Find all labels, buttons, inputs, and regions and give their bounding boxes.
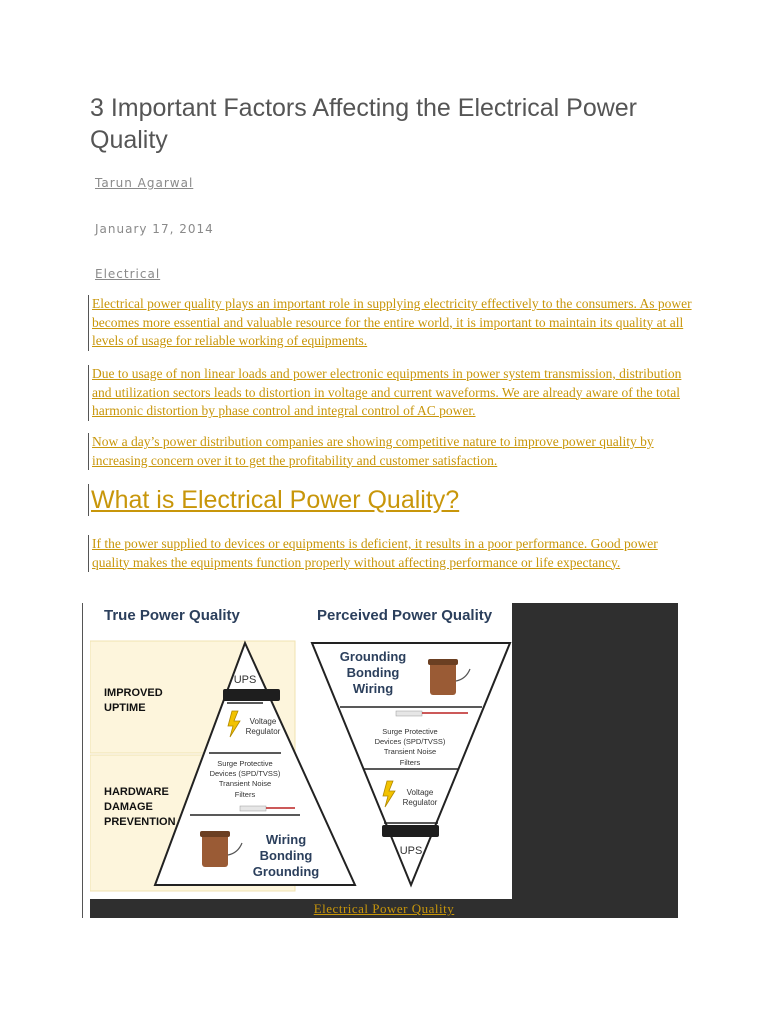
svg-text:Voltage: Voltage (406, 788, 434, 797)
figure-caption[interactable]: Electrical Power Quality (313, 901, 455, 916)
publish-date: January 17, 2014 (95, 222, 214, 236)
figure-image (90, 603, 512, 899)
intro-paragraph-2[interactable]: Due to usage of non linear loads and power electronic equipments in power system transmission, distribution and utilization sectors leads to distortion in voltage and current waveforms. We are already aware of the total harmonic distortion by phase control and integral control of AC power. (88, 365, 692, 421)
author-link[interactable]: Tarun Agarwal (95, 176, 194, 190)
svg-text:Regulator: Regulator (402, 798, 438, 807)
svg-text:Devices (SPD/TVSS): Devices (SPD/TVSS) (209, 769, 281, 778)
svg-text:Bonding: Bonding (259, 848, 313, 863)
text-cursor-bar (82, 603, 83, 918)
svg-text:Filters: Filters (399, 758, 421, 767)
left-title: True Power Quality (104, 607, 240, 624)
intro-paragraph-1[interactable]: Electrical power quality plays an important role in supplying electricity effectively to the consumers. As power becomes more essential and valuable resource for the entire world, it is important to maintain its quality at all levels of usage for reliable working of equipments. (88, 295, 692, 351)
label-hardware: HARDWARE (104, 786, 169, 798)
svg-text:Transient Noise: Transient Noise (383, 747, 437, 756)
right-title: Perceived Power Quality (317, 607, 493, 624)
svg-text:Surge Protective: Surge Protective (382, 727, 438, 736)
svg-text:Devices (SPD/TVSS): Devices (SPD/TVSS) (374, 737, 446, 746)
svg-text:Filters: Filters (234, 790, 256, 799)
right-surge-filter-icon (396, 711, 422, 716)
svg-text:Transient Noise: Transient Noise (218, 779, 272, 788)
power-quality-figure (90, 603, 678, 918)
right-ups-label: UPS (399, 845, 423, 857)
label-damage: DAMAGE (104, 801, 153, 813)
label-uptime: UPTIME (104, 702, 146, 714)
svg-text:Wiring: Wiring (265, 832, 307, 847)
svg-text:Surge Protective: Surge Protective (217, 759, 273, 768)
left-ups-label: UPS (233, 674, 257, 686)
section-heading[interactable]: What is Electrical Power Quality? (88, 484, 459, 516)
category-link[interactable]: Electrical (95, 267, 161, 281)
section-paragraph[interactable]: If the power supplied to devices or equipments is deficient, it results in a poor performance. Good power quality makes the equipments function properly without affecting performance or life expectancy. (88, 535, 692, 572)
intro-paragraph-3[interactable]: Now a day’s power distribution companies are showing competitive nature to improve power quality by increasing concern over it to get the profitability and customer satisfaction. (88, 433, 692, 470)
article-title: 3 Important Factors Affecting the Electrical Power Quality (90, 94, 638, 154)
svg-text:Grounding: Grounding (252, 864, 320, 879)
label-prevention: PREVENTION (104, 816, 176, 828)
svg-text:Grounding: Grounding (339, 649, 407, 664)
left-wire-spool-icon (202, 833, 228, 867)
left-ups-device-icon (223, 689, 280, 701)
left-surge-filter-icon (240, 806, 266, 811)
svg-text:Voltage: Voltage (249, 717, 277, 726)
pyramid-diagram (90, 603, 512, 899)
svg-text:Regulator: Regulator (245, 727, 281, 736)
svg-text:Wiring: Wiring (352, 681, 394, 696)
right-wire-spool-icon (430, 661, 456, 695)
right-ups-device-icon (382, 825, 439, 837)
svg-text:Bonding: Bonding (346, 665, 400, 680)
label-improved: IMPROVED (104, 687, 163, 699)
